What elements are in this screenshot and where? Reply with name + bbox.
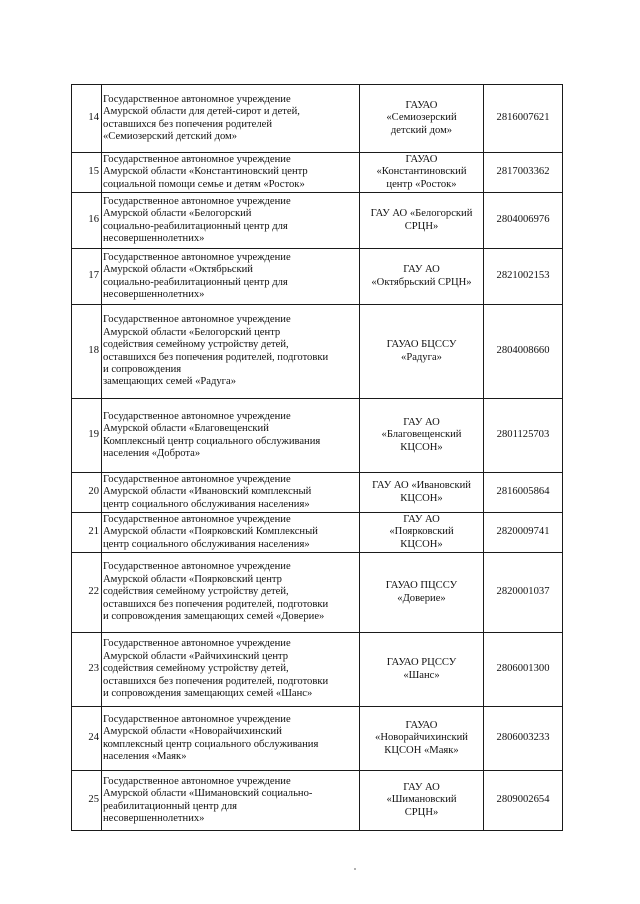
institution-full-name-line: Амурской области «Октябрьский [103,264,253,276]
institution-full-name-line: Государственное автономное учреждение [103,314,291,326]
institution-full-name-line: Государственное автономное учреждение [103,713,291,725]
institution-short-name-line: ГАУАО БЦССУ [386,339,457,351]
institution-short-name [360,473,484,513]
table-row [72,633,563,707]
institution-full-name-line: реабилитационный центр для [103,800,238,812]
institution-short-name [360,249,484,305]
institution-full-name [102,305,360,399]
institution-short-name-line: КЦСОН» [400,441,443,453]
institution-short-name [360,193,484,249]
table-row [72,85,563,153]
institution-short-name [360,305,484,399]
institution-short-name-line: «Шимановский [386,794,457,806]
institution-full-name-line: Амурской области «Белогорский [103,208,252,220]
institution-short-name-line: «Новорайчихинский [375,732,468,744]
institution-full-name-line: Государственное автономное учреждение [103,93,291,105]
institution-short-name [360,633,484,707]
institution-full-name-line: Амурской области «Райчихинский центр [103,650,289,662]
institution-inn: 2816005864 [484,473,563,513]
institution-full-name-line: оставшихся без попечения родителей, подготовки [103,675,329,687]
table-row [72,707,563,771]
institution-short-name-line: «Благовещенский [381,429,462,441]
institution-short-name-line: ГАУАО ПЦССУ [385,580,458,592]
institution-full-name-line: и сопровождения замещающих семей «Шанс» [103,688,313,700]
institution-full-name-line: центр социального обслуживания населения» [103,538,310,550]
institution-full-name-line: социальной помощи семье и детям «Росток» [103,178,305,190]
institution-full-name [102,153,360,193]
institution-full-name-line: и сопровождения замещающих семей «Доверие» [103,611,325,623]
institution-full-name-line: Государственное автономное учреждение [103,473,291,485]
institution-inn: 2801125703 [484,399,563,473]
institution-short-name-line: КЦСОН» [400,538,443,550]
institution-full-name-line: Государственное автономное учреждение [103,561,291,573]
institution-full-name [102,249,360,305]
institution-full-name-line: замещающих семей «Радуга» [103,376,237,388]
institution-full-name-line: содействия семейному устройству детей, [103,586,289,598]
institution-short-name [360,399,484,473]
institution-full-name-line: несовершеннолетних» [103,232,205,244]
institution-short-name-line: КЦСОН» [400,492,443,504]
institution-full-name-line: Амурской области «Поярковский Комплексный [103,526,318,538]
institution-short-name-line: «Доверие» [397,592,446,604]
institution-full-name-line: Государственное автономное учреждение [103,195,291,207]
institution-full-name-line: оставшихся без попечения родителей, подготовки [103,351,329,363]
row-number: 23 [72,633,102,707]
scan-speck [354,868,356,870]
institution-full-name-line: социально-реабилитационный центр для [103,276,288,288]
institution-short-name [360,513,484,553]
institution-full-name-line: Амурской области «Белогорский центр [103,326,281,338]
institution-inn: 2806001300 [484,633,563,707]
institution-inn: 2804006976 [484,193,563,249]
table-row [72,399,563,473]
institution-short-name-line: центр «Росток» [386,178,457,190]
institution-full-name-line: и сопровождения [103,363,182,375]
institution-full-name-line: Государственное автономное учреждение [103,513,291,525]
institution-short-name [360,707,484,771]
institution-short-name-line: ГАУАО [405,153,438,165]
row-number: 15 [72,153,102,193]
row-number: 17 [72,249,102,305]
institution-full-name-line: Государственное автономное учреждение [103,410,291,422]
institution-full-name-line: Государственное автономное учреждение [103,775,291,787]
institution-full-name-line: Государственное автономное учреждение [103,251,291,263]
institution-full-name-line: Амурской области «Новорайчихинский [103,726,282,738]
row-number: 21 [72,513,102,553]
institution-full-name-line: Амурской области для детей-сирот и детей, [103,106,300,118]
institution-short-name-line: КЦСОН «Маяк» [384,744,459,756]
table-row [72,771,563,831]
institution-short-name-line: «Шанс» [403,669,440,681]
institution-short-name-line: ГАУАО РЦССУ [386,657,457,669]
institution-full-name-line: Государственное автономное учреждение [103,638,291,650]
institution-full-name [102,633,360,707]
institution-full-name-line: комплексный центр социального обслуживания [103,738,319,750]
institution-short-name-line: ГАУ АО «Ивановский [372,480,471,492]
institution-full-name-line: Амурской области «Шимановский социально- [103,788,313,800]
institution-full-name-line: Государственное автономное учреждение [103,153,291,165]
institution-short-name-line: СРЦН» [404,220,439,232]
institution-full-name [102,771,360,831]
institution-short-name-line: ГАУ АО «Белогорский [370,208,473,220]
institution-short-name-line: СРЦН» [404,806,439,818]
institution-short-name-line: «Поярковский [389,526,454,538]
institution-full-name [102,85,360,153]
institution-full-name [102,399,360,473]
institution-full-name-line: несовершеннолетних» [103,812,205,824]
table-row [72,553,563,633]
institution-short-name [360,771,484,831]
table-row [72,193,563,249]
institution-full-name-line: Амурской области «Константиновский центр [103,166,308,178]
institution-short-name-line: ГАУАО [405,99,438,111]
institution-inn: 2806003233 [484,707,563,771]
institution-full-name-line: содействия семейному устройству детей, [103,663,289,675]
institution-full-name [102,513,360,553]
institution-full-name-line: социально-реабилитационный центр для [103,220,288,232]
institution-full-name-line: оставшихся без попечения родителей [103,118,272,130]
institution-full-name-line: Амурской области «Поярковский центр [103,573,282,585]
institution-full-name-line: Амурской области «Благовещенский [103,423,269,435]
row-number: 16 [72,193,102,249]
institution-short-name-line: ГАУАО [405,719,438,731]
institution-full-name-line: несовершеннолетних» [103,288,205,300]
row-number: 14 [72,85,102,153]
institution-full-name-line: центр социального обслуживания населения» [103,498,310,510]
table-row [72,513,563,553]
row-number: 18 [72,305,102,399]
row-number: 20 [72,473,102,513]
institution-short-name-line: ГАУ АО [403,781,440,793]
row-number: 19 [72,399,102,473]
institution-short-name [360,85,484,153]
institution-short-name-line: «Октябрьский СРЦН» [371,276,472,288]
table-row [72,305,563,399]
institution-inn: 2816007621 [484,85,563,153]
institution-inn: 2809002654 [484,771,563,831]
institution-full-name-line: Амурской области «Ивановский комплексный [103,486,312,498]
institution-full-name-line: содействия семейному устройству детей, [103,339,289,351]
institution-full-name [102,193,360,249]
institution-full-name-line: «Семиозерский детский дом» [103,130,238,142]
row-number: 25 [72,771,102,831]
institution-full-name-line: населения «Маяк» [103,750,187,762]
institution-short-name-line: детский дом» [390,124,453,136]
institution-full-name-line: населения «Доброта» [103,447,201,459]
institution-inn: 2804008660 [484,305,563,399]
table-row [72,249,563,305]
institution-full-name-line: Комплексный центр социального обслуживания [103,435,321,447]
institution-full-name [102,553,360,633]
institution-inn: 2820009741 [484,513,563,553]
institutions-table [71,84,563,831]
institution-short-name-line: ГАУ АО [403,264,440,276]
table-row [72,473,563,513]
institution-full-name [102,473,360,513]
institution-short-name-line: ГАУ АО [403,416,440,428]
institution-short-name-line: «Семиозерский [386,112,457,124]
institution-inn: 2821002153 [484,249,563,305]
row-number: 24 [72,707,102,771]
row-number: 22 [72,553,102,633]
institution-full-name [102,707,360,771]
institution-inn: 2820001037 [484,553,563,633]
institutions-table-body [72,85,563,831]
institution-full-name-line: оставшихся без попечения родителей, подготовки [103,598,329,610]
table-row [72,153,563,193]
institution-short-name [360,153,484,193]
institution-short-name-line: «Радуга» [401,351,442,363]
institution-inn: 2817003362 [484,153,563,193]
institution-short-name-line: ГАУ АО [403,513,440,525]
institution-short-name [360,553,484,633]
institution-short-name-line: «Константиновский [376,166,467,178]
